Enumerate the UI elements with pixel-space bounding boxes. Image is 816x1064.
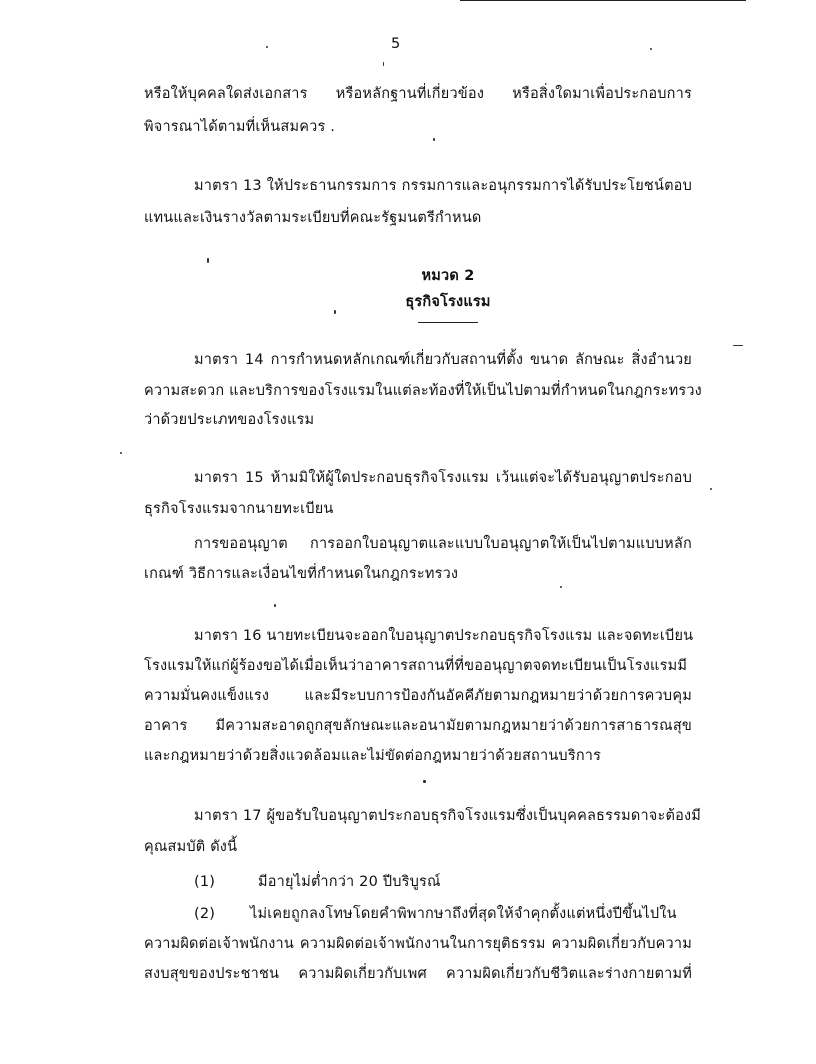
text-line: แทนและเงินรางวัลตามระเบียบที่คณะรัฐมนตรีกำหนด [144, 210, 482, 226]
scan-speck [334, 310, 336, 314]
scan-speck [274, 604, 276, 607]
item-2-text: ไม่เคยถูกลงโทษโดยคำพิพากษาถึงที่สุดให้จำคุกตั้งแต่หนึ่งปีขึ้นไปใน [250, 906, 677, 922]
page-number: 5 [391, 36, 401, 52]
text-line: พิจารณาได้ตามที่เห็นสมควร . [144, 119, 336, 135]
header-rule [460, 0, 746, 1]
chapter-heading: หมวด 2 [421, 268, 475, 284]
item-2-number: (2) [194, 906, 216, 922]
item-1-number: (1) [194, 874, 216, 890]
scan-speck [120, 452, 122, 454]
text-line: และกฎหมายว่าด้วยสิ่งแวดล้อมและไม่ขัดต่อกฎหมายว่าด้วยสถานบริการ [144, 748, 602, 764]
scan-speck [560, 586, 562, 588]
section-15-line: มาตรา 15 ห้ามมิให้ผู้ใดประกอบธุรกิจโรงแรม เว้นแต่จะได้รับอนุญาตประกอบ [194, 470, 692, 486]
text-line: หรือให้บุคคลใดส่งเอกสาร หรือหลักฐานที่เกี่ยวข้อง หรือสิ่งใดมาเพื่อประกอบการ [144, 86, 692, 102]
scan-speck [383, 62, 384, 66]
text-line: ความมั่นคงแข็งแรง และมีระบบการป้องกันอัคคีภัยตามกฎหมายว่าด้วยการควบคุม [144, 688, 692, 704]
text-line: ความสะดวก และบริการของโรงแรมในแต่ละท้องที่ให้เป็นไปตามที่กำหนดในกฎกระทรวง [144, 383, 702, 399]
text-line: ความผิดต่อเจ้าพนักงาน ความผิดต่อเจ้าพนักงานในการยุติธรรม ความผิดเกี่ยวกับความ [144, 936, 692, 952]
scan-speck [423, 780, 426, 783]
text-line: การขออนุญาต การออกใบอนุญาตและแบบใบอนุญาตให้เป็นไปตามแบบหลัก [194, 536, 692, 552]
text-line: ธุรกิจโรงแรมจากนายทะเบียน [144, 501, 334, 517]
section-13-line: มาตรา 13 ให้ประธานกรรมการ กรรมการและอนุกรรมการได้รับประโยชน์ตอบ [194, 178, 692, 194]
scan-speck [433, 138, 435, 141]
scan-speck [710, 488, 712, 490]
chapter-title: ธุรกิจโรงแรม [405, 294, 491, 310]
text-line: คุณสมบัติ ดังนี้ [144, 839, 238, 855]
scan-speck [266, 46, 268, 48]
section-14-line: มาตรา 14 การกำหนดหลักเกณฑ์เกี่ยวกับสถานที่ตั้ง ขนาด ลักษณะ สิ่งอำนวย [194, 352, 692, 368]
item-1-text: มีอายุไม่ต่ำกว่า 20 ปีบริบูรณ์ [258, 874, 441, 890]
text-line: เกณฑ์ วิธีการและเงื่อนไขที่กำหนดในกฎกระทรวง [144, 566, 459, 582]
text-line: สงบสุขของประชาชน ความผิดเกี่ยวกับเพศ ความผิดเกี่ยวกับชีวิตและร่างกายตามที่ [144, 966, 692, 982]
section-16-line: มาตรา 16 นายทะเบียนจะออกใบอนุญาตประกอบธุรกิจโรงแรม และจดทะเบียน [194, 628, 694, 644]
text-line: ว่าด้วยประเภทของโรงแรม [144, 412, 315, 428]
scan-speck [207, 258, 209, 263]
text-line: โรงแรมให้แก่ผู้ร้องขอได้เมื่อเห็นว่าอาคารสถานที่ที่ขออนุญาตจดทะเบียนเป็นโรงแรมมี [144, 658, 688, 674]
chapter-underline [418, 322, 478, 323]
section-17-line: มาตรา 17 ผู้ขอรับใบอนุญาตประกอบธุรกิจโรงแรมซึ่งเป็นบุคคลธรรมดาจะต้องมี [194, 808, 702, 824]
scan-speck [650, 48, 652, 50]
scan-speck [733, 345, 743, 346]
text-line: อาคาร มีความสะอาดถูกสุขลักษณะและอนามัยตามกฎหมายว่าด้วยการสาธารณสุข [144, 718, 692, 734]
